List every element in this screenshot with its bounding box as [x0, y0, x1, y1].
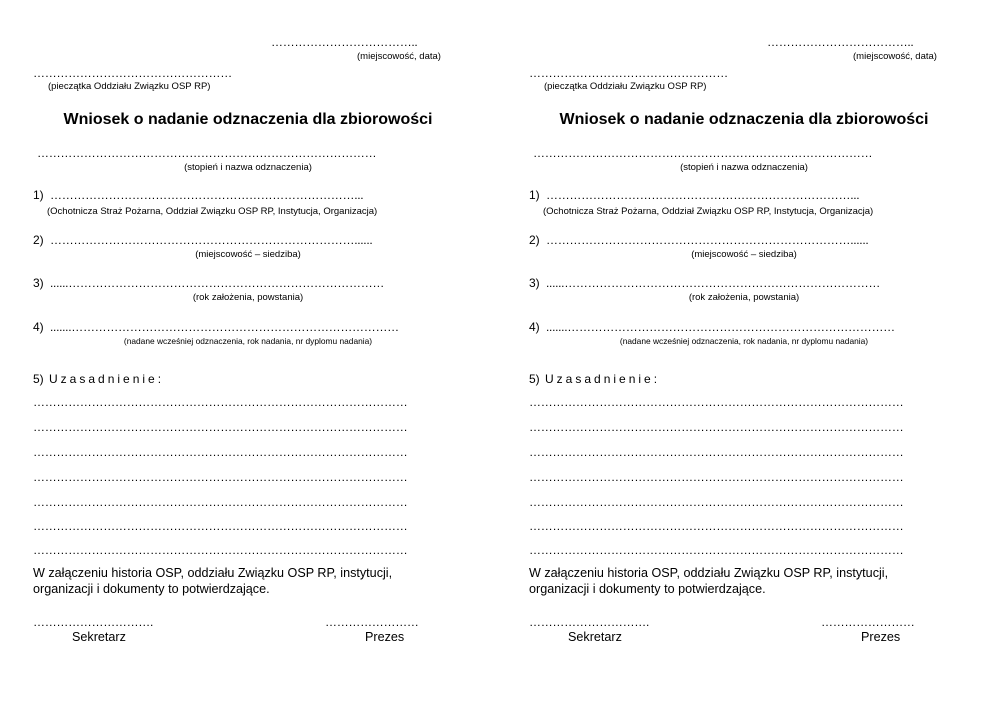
justification-line-5: ……………………………………………………………………………………: [33, 495, 408, 509]
justification-line-5: ……………………………………………………………………………………: [529, 495, 904, 509]
item-2-number: 2): [529, 233, 540, 247]
form-title: Wniosek o nadanie odznaczenia dla zbiorowości: [63, 111, 433, 128]
item-4-label: (nadane wcześniej odznaczenia, rok nadania, nr dyplomu nadania): [123, 336, 373, 346]
item-1-dots: ……………………………………………………………………...: [50, 188, 364, 202]
stamp-dots: ……………………………………………: [33, 66, 232, 80]
stamp-dots: ……………………………………………: [529, 66, 728, 80]
president-signature-dots: ……………………: [821, 615, 915, 629]
form-left-copy: [33, 0, 463, 701]
justification-line-4: ……………………………………………………………………………………: [529, 470, 904, 484]
secretary-label: Sekretarz: [72, 630, 126, 644]
justification-line-6: ……………………………………………………………………………………: [529, 519, 904, 533]
item-4-dots: .......…………………………………………………………………………: [546, 320, 895, 334]
item-2-label: (miejscowość – siedziba): [691, 249, 797, 260]
form-right-copy: [529, 0, 959, 701]
secretary-signature-dots: ………………………….: [529, 615, 650, 629]
stamp-label: (pieczątka Oddziału Związku OSP RP): [544, 81, 707, 92]
president-signature-dots: ……………………: [325, 615, 419, 629]
item-4-number: 4): [33, 320, 44, 334]
president-label: Prezes: [861, 630, 901, 644]
president-label: Prezes: [365, 630, 405, 644]
justification-line-3: ……………………………………………………………………………………: [33, 445, 408, 459]
item-3-label: (rok założenia, powstania): [688, 292, 800, 303]
decoration-dots: ……………………………………………………………………………: [37, 146, 377, 160]
item-4-dots: .......…………………………………………………………………………: [50, 320, 399, 334]
item-1-label: (Ochotnicza Straż Pożarna, Oddział Związku OSP RP, Instytucja, Organizacja): [543, 206, 874, 217]
place-date-dots: ………………………………..: [767, 35, 914, 49]
place-date-dots: ………………………………..: [271, 35, 418, 49]
justification-label: Uzasadnienie:: [49, 372, 165, 386]
decoration-label: (stopień i nazwa odznaczenia): [680, 162, 808, 173]
item-3-label: (rok założenia, powstania): [192, 292, 304, 303]
item-4-label: (nadane wcześniej odznaczenia, rok nadania, nr dyplomu nadania): [619, 336, 869, 346]
secretary-signature-dots: ………………………….: [33, 615, 154, 629]
justification-number: 5): [33, 372, 44, 386]
attachment-line-1: W załączeniu historia OSP, oddziału Związku OSP RP, instytucji,: [33, 566, 393, 580]
item-4-number: 4): [529, 320, 540, 334]
justification-line-2: ……………………………………………………………………………………: [33, 420, 408, 434]
justification-line-1: ……………………………………………………………………………………: [33, 395, 408, 409]
attachment-line-1: W załączeniu historia OSP, oddziału Związku OSP RP, instytucji,: [529, 566, 889, 580]
justification-line-6: ……………………………………………………………………………………: [33, 519, 408, 533]
item-2-dots: ……………………………………………………………………......: [546, 233, 869, 247]
justification-line-4: ……………………………………………………………………………………: [33, 470, 408, 484]
item-1-dots: ……………………………………………………………………...: [546, 188, 860, 202]
item-3-dots: ......………………………………………………………………………: [50, 276, 385, 290]
item-1-number: 1): [33, 188, 44, 202]
justification-line-2: ……………………………………………………………………………………: [529, 420, 904, 434]
place-date-label: (miejscowość, data): [357, 51, 441, 62]
item-2-label: (miejscowość – siedziba): [195, 249, 301, 260]
item-3-dots: ......………………………………………………………………………: [546, 276, 881, 290]
secretary-label: Sekretarz: [568, 630, 622, 644]
justification-number: 5): [529, 372, 540, 386]
item-2-number: 2): [33, 233, 44, 247]
justification-line-1: ……………………………………………………………………………………: [529, 395, 904, 409]
justification-line-3: ……………………………………………………………………………………: [529, 445, 904, 459]
place-date-label: (miejscowość, data): [853, 51, 937, 62]
item-3-number: 3): [33, 276, 44, 290]
stamp-label: (pieczątka Oddziału Związku OSP RP): [48, 81, 211, 92]
justification-line-7: ……………………………………………………………………………………: [33, 543, 408, 557]
attachment-line-2: organizacji i dokumenty to potwierdzające.: [33, 582, 270, 596]
form-title: Wniosek o nadanie odznaczenia dla zbiorowości: [559, 111, 929, 128]
item-1-label: (Ochotnicza Straż Pożarna, Oddział Związku OSP RP, Instytucja, Organizacja): [47, 206, 378, 217]
decoration-dots: ……………………………………………………………………………: [533, 146, 873, 160]
item-3-number: 3): [529, 276, 540, 290]
attachment-line-2: organizacji i dokumenty to potwierdzające.: [529, 582, 766, 596]
justification-label: Uzasadnienie:: [545, 372, 661, 386]
item-1-number: 1): [529, 188, 540, 202]
justification-line-7: ……………………………………………………………………………………: [529, 543, 904, 557]
item-2-dots: ……………………………………………………………………......: [50, 233, 373, 247]
decoration-label: (stopień i nazwa odznaczenia): [184, 162, 312, 173]
